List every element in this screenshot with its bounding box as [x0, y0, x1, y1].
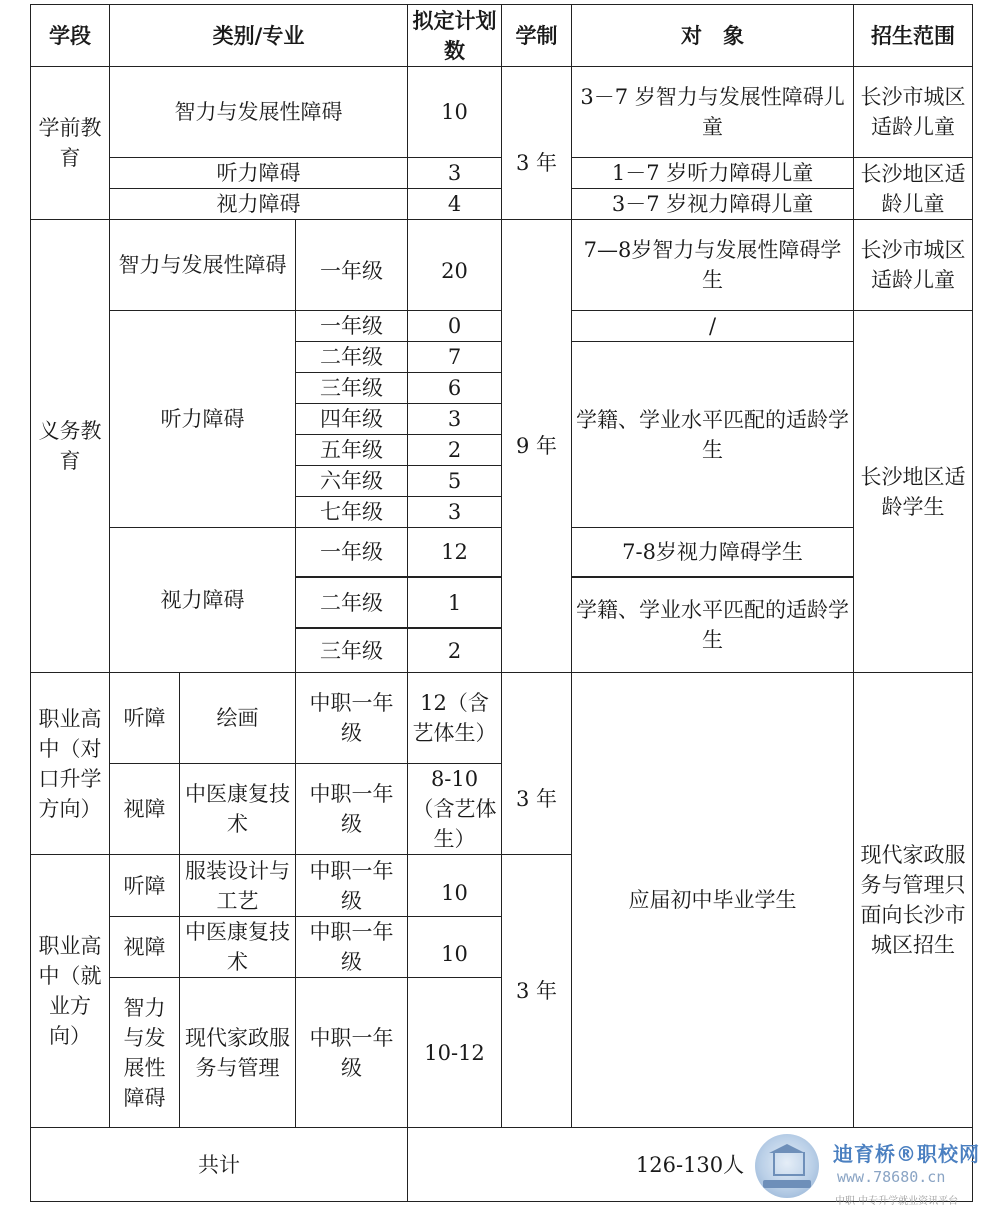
- type-cell: 视障: [110, 764, 180, 855]
- target-cell: 7-8岁视力障碍学生: [572, 528, 854, 577]
- major-cell: 服装设计与工艺: [180, 855, 296, 917]
- type-cell: 智力与发展性障碍: [110, 978, 180, 1128]
- header-target: 对 象: [572, 5, 854, 67]
- grade-cell: 六年级: [296, 466, 408, 497]
- category-cell: 智力与发展性障碍: [110, 67, 408, 158]
- table-row: [31, 158, 973, 189]
- plan-cell: 8-10（含艺体生）: [408, 764, 502, 855]
- duration-vocational-exam: 3 年: [502, 673, 572, 855]
- grade-cell: 三年级: [296, 373, 408, 404]
- plan-cell: 3: [408, 404, 502, 435]
- grade-cell: 中职一年级: [296, 855, 408, 917]
- watermark-site-name: 迪育桥®职校网: [833, 1142, 980, 1166]
- range-cell: 长沙地区适龄儿童: [854, 158, 973, 220]
- category-cell: 视力障碍: [110, 189, 408, 220]
- grade-cell: 中职一年级: [296, 764, 408, 855]
- header-stage: 学段: [31, 5, 110, 67]
- plan-cell: 7: [408, 342, 502, 373]
- grade-cell: 四年级: [296, 404, 408, 435]
- range-compulsory: 长沙地区适龄学生: [854, 311, 973, 673]
- grade-cell: 一年级: [296, 220, 408, 311]
- category-hearing: 听力障碍: [110, 311, 296, 528]
- plan-cell: 12: [408, 528, 502, 577]
- table-header-row: [31, 5, 973, 67]
- table-row: [31, 189, 973, 220]
- plan-cell: 10: [408, 917, 502, 978]
- grade-cell: 中职一年级: [296, 917, 408, 978]
- plan-cell: 2: [408, 435, 502, 466]
- enrollment-plan-table: [30, 4, 973, 1202]
- range-vocational: 现代家政服务与管理只面向长沙市城区招生: [854, 673, 973, 1128]
- grade-cell: 中职一年级: [296, 978, 408, 1128]
- plan-cell: 20: [408, 220, 502, 311]
- duration-vocational-job: 3 年: [502, 855, 572, 1128]
- plan-cell: 3: [408, 497, 502, 528]
- grade-cell: 一年级: [296, 528, 408, 577]
- major-cell: 中医康复技术: [180, 917, 296, 978]
- type-cell: 听障: [110, 673, 180, 764]
- header-duration: 学制: [502, 5, 572, 67]
- plan-cell: 10-12: [408, 978, 502, 1128]
- grade-cell: 二年级: [296, 578, 408, 628]
- plan-cell: 0: [408, 311, 502, 342]
- plan-cell: 1: [408, 578, 502, 628]
- category-visual: 视力障碍: [110, 528, 296, 673]
- header-range: 招生范围: [854, 5, 973, 67]
- header-plan: 拟定计划数: [408, 5, 502, 67]
- grade-cell: 中职一年级: [296, 673, 408, 764]
- plan-cell: 12（含艺体生）: [408, 673, 502, 764]
- duration-compulsory: 9 年: [502, 220, 572, 673]
- target-cell: 1－7 岁听力障碍儿童: [572, 158, 854, 189]
- grade-cell: 二年级: [296, 342, 408, 373]
- major-cell: 绘画: [180, 673, 296, 764]
- target-cell: 7—8岁智力与发展性障碍学生: [572, 220, 854, 311]
- stage-compulsory: 义务教育: [31, 220, 110, 673]
- table-row: [31, 220, 973, 311]
- watermark-tagline: 中职 中专升学就业资讯平台: [835, 1196, 959, 1207]
- target-cell: /: [572, 311, 854, 342]
- category-cell: 听力障碍: [110, 158, 408, 189]
- plan-cell: 4: [408, 189, 502, 220]
- grade-cell: 七年级: [296, 497, 408, 528]
- major-cell: 中医康复技术: [180, 764, 296, 855]
- type-cell: 视障: [110, 917, 180, 978]
- major-cell: 现代家政服务与管理: [180, 978, 296, 1128]
- table-row: [31, 528, 973, 577]
- site-watermark: [745, 1130, 1003, 1216]
- grade-cell: 一年级: [296, 311, 408, 342]
- grade-cell: 五年级: [296, 435, 408, 466]
- target-cell: 3－7 岁智力与发展性障碍儿童: [572, 67, 854, 158]
- duration-preschool: 3 年: [502, 67, 572, 220]
- total-value: 126-130人: [408, 1128, 973, 1202]
- plan-cell: 6: [408, 373, 502, 404]
- type-cell: 听障: [110, 855, 180, 917]
- header-category: 类别/专业: [110, 5, 408, 67]
- plan-cell: 5: [408, 466, 502, 497]
- table-row: [31, 673, 973, 764]
- target-cell: 学籍、学业水平匹配的适龄学生: [572, 578, 854, 673]
- plan-cell: 10: [408, 855, 502, 917]
- range-cell: 长沙市城区适龄儿童: [854, 220, 973, 311]
- plan-cell: 10: [408, 67, 502, 158]
- plan-cell: 2: [408, 629, 502, 673]
- category-cell: 智力与发展性障碍: [110, 220, 296, 311]
- stage-vocational-exam: 职业高中（对口升学方向）: [31, 673, 110, 855]
- total-label: 共计: [31, 1128, 408, 1202]
- target-vocational: 应届初中毕业学生: [572, 673, 854, 1128]
- school-logo-icon: [755, 1134, 819, 1198]
- stage-preschool: 学前教育: [31, 67, 110, 220]
- range-cell: 长沙市城区适龄儿童: [854, 67, 973, 158]
- target-cell: 3－7 岁视力障碍儿童: [572, 189, 854, 220]
- target-cell: 学籍、学业水平匹配的适龄学生: [572, 342, 854, 528]
- grade-cell: 三年级: [296, 629, 408, 673]
- watermark-url: www.78680.cn: [837, 1168, 946, 1186]
- table-row: [31, 67, 973, 158]
- plan-cell: 3: [408, 158, 502, 189]
- table-row: [31, 311, 973, 342]
- stage-vocational-job: 职业高中（就业方向）: [31, 855, 110, 1128]
